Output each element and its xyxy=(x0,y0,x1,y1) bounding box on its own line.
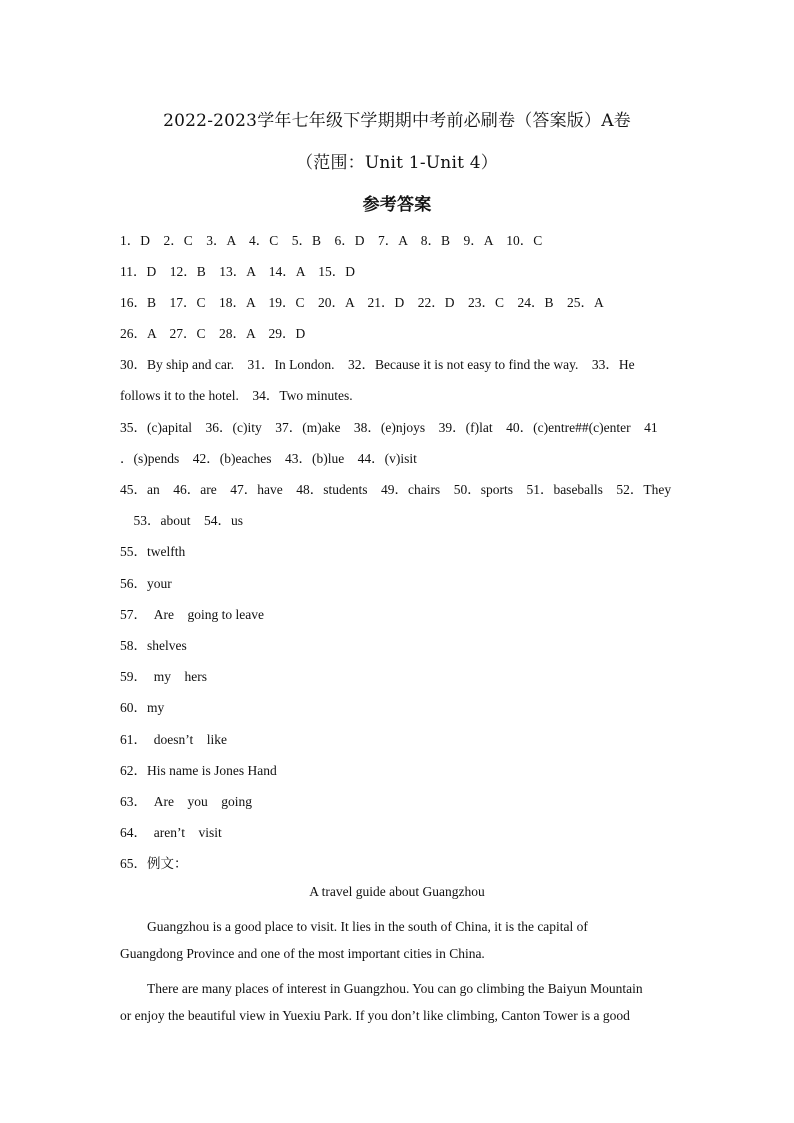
answer-line: 30．By ship and car. 31．In London. 32．Because it is not easy to find the way. 33．He xyxy=(120,357,635,372)
answer-line: 45．an 46．are 47．have 48．students 49．chairs 50．sports 51．baseballs 52．They xyxy=(120,482,672,497)
document-scope: （范围：Unit 1-Unit 4） xyxy=(296,153,498,173)
answer-line: 16．B 17．C 18．A 19．C 20．A 21．D 22．D 23．C 24．B 25．A xyxy=(120,295,604,310)
essay-title: A travel guide about Guangzhou xyxy=(309,884,485,899)
answer-line: 59． my hers xyxy=(120,669,207,684)
answer-line: 65．例文： xyxy=(120,856,188,871)
answer-line: 63． Are you going xyxy=(120,794,252,809)
answer-line: 57． Are going to leave xyxy=(120,607,264,622)
answer-line: 60．my xyxy=(120,700,165,715)
answer-key-heading: 参考答案 xyxy=(362,195,432,215)
essay-line: or enjoy the beautiful view in Yuexiu Park. If you don’t like climbing, Canton Tower is a good xyxy=(120,1008,630,1023)
document-title: 2022-2023学年七年级下学期期中考前必刷卷（答案版）A卷 xyxy=(163,111,631,131)
answer-line: 1．D 2．C 3．A 4．C 5．B 6．D 7．A 8．B 9．A 10．C xyxy=(120,233,543,248)
answer-line: 55．twelfth xyxy=(120,544,186,559)
answer-line: 53．about 54．us xyxy=(120,513,243,528)
essay-line: Guangdong Province and one of the most important cities in China. xyxy=(120,946,485,961)
answer-line: 58．shelves xyxy=(120,638,187,653)
answer-line: 35．(c)apital 36．(c)ity 37．(m)ake 38．(e)njoys 39．(f)lat 40．(c)entre##(c)enter 41 xyxy=(120,420,658,435)
essay-line: There are many places of interest in Guangzhou. You can go climbing the Baiyun Mountain xyxy=(120,981,643,996)
answer-line: 56．your xyxy=(120,576,172,591)
answer-line: 62．His name is Jones Hand xyxy=(120,763,277,778)
essay-line: Guangzhou is a good place to visit. It lies in the south of China, it is the capital of xyxy=(120,919,588,934)
answer-line: 61． doesn’t like xyxy=(120,732,227,747)
answer-line: 26．A 27．C 28．A 29．D xyxy=(120,326,306,341)
answer-line: 64． aren’t visit xyxy=(120,825,222,840)
answer-line: 11．D 12．B 13．A 14．A 15．D xyxy=(120,264,356,279)
answer-line: ．(s)pends 42．(b)eaches 43．(b)lue 44．(v)isit xyxy=(120,451,417,466)
answer-line: follows it to the hotel. 34．Two minutes. xyxy=(120,388,353,403)
